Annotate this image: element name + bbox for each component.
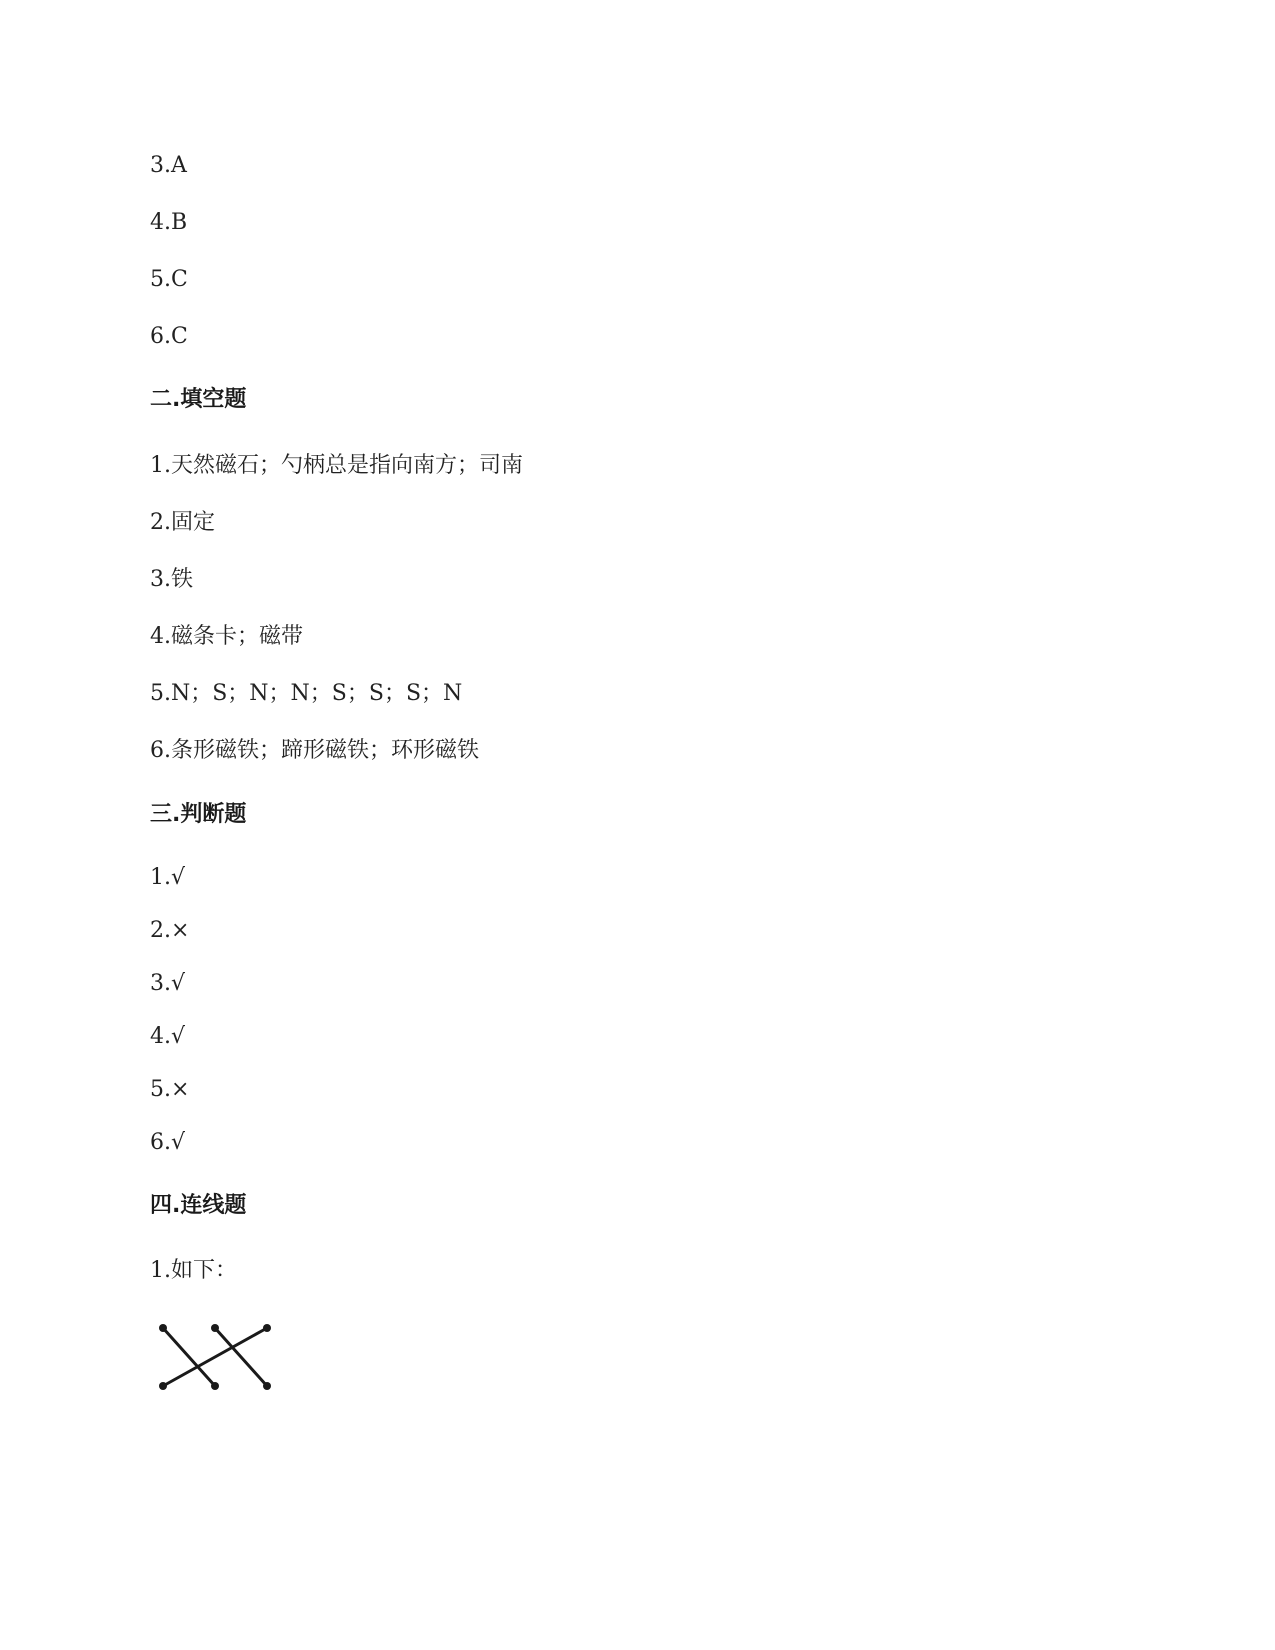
answer-3-2: 2.× [150, 918, 190, 943]
matching-lines-diagram [150, 1318, 280, 1398]
answer-3-1: 1.√ [150, 865, 186, 890]
answer-2-4: 4.磁条卡；磁带 [150, 624, 303, 649]
answer-2-3: 3.铁 [150, 567, 193, 592]
answer-2-6: 6.条形磁铁；蹄形磁铁；环形磁铁 [150, 738, 479, 763]
top-dot-3 [263, 1324, 271, 1332]
bottom-dot-2 [211, 1382, 219, 1390]
answer-2-1: 1.天然磁石；勺柄总是指向南方；司南 [150, 453, 523, 478]
answer-3-5: 5.× [150, 1077, 190, 1102]
top-dot-1 [159, 1324, 167, 1332]
answer-3-6: 6.√ [150, 1130, 186, 1155]
section-heading-fill-blank: 二.填空题 [150, 387, 247, 412]
bottom-dot-1 [159, 1382, 167, 1390]
answer-4-1: 1.如下： [150, 1258, 237, 1283]
answer-1-3: 3.A [150, 153, 187, 178]
answer-3-4: 4.√ [150, 1024, 186, 1049]
answer-1-4: 4.B [150, 210, 188, 235]
connector-line-3 [163, 1328, 267, 1386]
answer-1-6: 6.C [150, 324, 188, 349]
answer-3-3: 3.√ [150, 971, 186, 996]
answer-1-5: 5.C [150, 267, 188, 292]
connector-line-2 [215, 1328, 267, 1386]
top-dot-2 [211, 1324, 219, 1332]
bottom-dot-3 [263, 1382, 271, 1390]
section-heading-matching: 四.连线题 [150, 1193, 247, 1218]
answer-2-2: 2.固定 [150, 510, 215, 535]
answer-2-5: 5.N；S；N；N；S；S；S；N [150, 681, 463, 706]
section-heading-true-false: 三.判断题 [150, 802, 247, 827]
connector-line-1 [163, 1328, 215, 1386]
